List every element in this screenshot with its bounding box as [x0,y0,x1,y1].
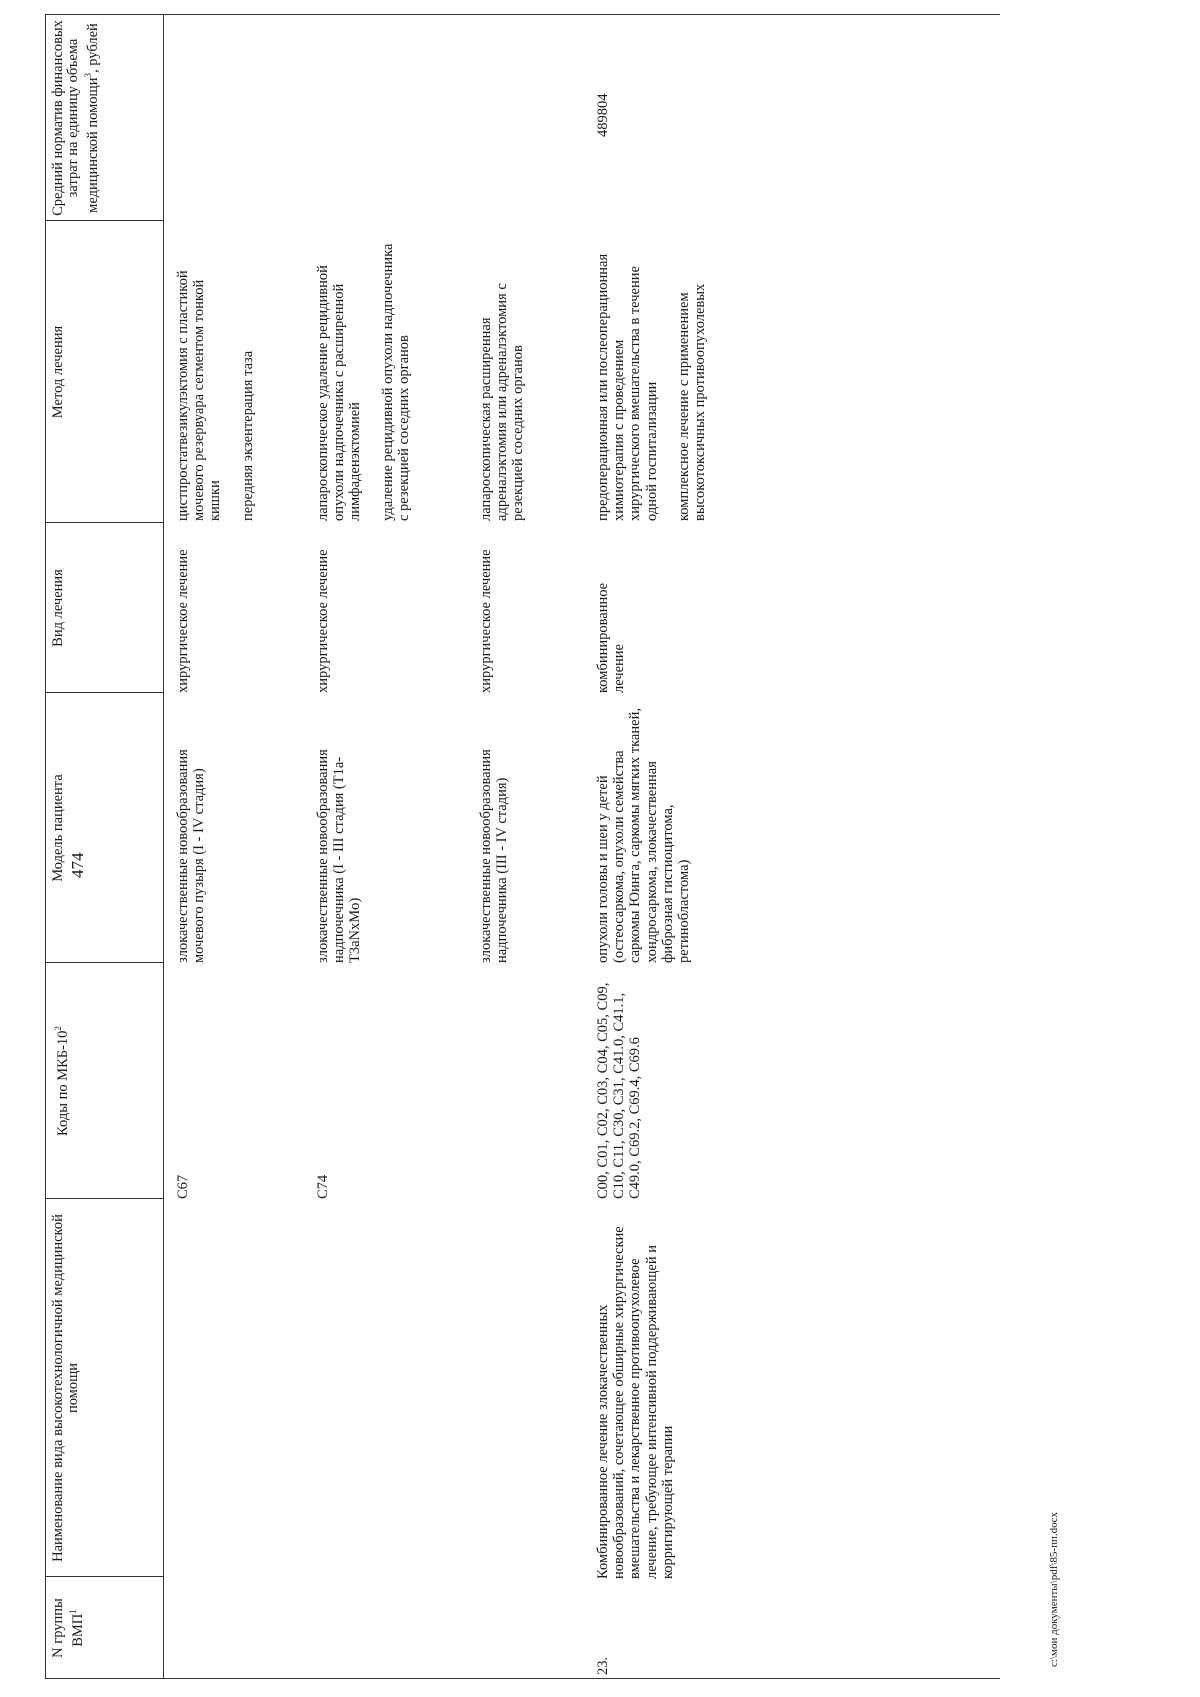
row2-method-1: лапароскопическое удаление рецидивной опухоли надпочечника с расширенной лимфаденэктомией [315,265,364,521]
header-divider [45,1198,163,1199]
row4-methods [595,241,708,521]
row3-method-1: лапароскопическая расширенная адреналэктомия или адреналэктомия с резекцией соседних органов [478,283,527,521]
table-top-border [45,15,46,1679]
row4-model: опухоли головы и шеи у детей (остеосаркома, опухоли семейства саркомы Юинга, саркомы мягких тканей, хондросаркома, злокачественная фиброзная гистиоцитома, ретинобластома) [595,708,693,963]
row3-type: хирургическое лечение [478,549,494,693]
header-cost [45,15,163,221]
row4-name: Комбинированное лечение злокачественных новообразований, сочетающее обширные хирургические вмешательства и лекарственное противоопухолевое лечение, требующее интенсивной поддерживающей и корригирующей терапии [595,1226,676,1579]
row1-method-2: передняя экзентерация таза [239,350,256,521]
header-model: Модель пациента [50,774,66,882]
row4-method-2: комплексное лечение с применением высокотоксичных противоопухолевых [675,283,709,521]
table-header [45,15,163,1679]
header-codes [45,963,163,1199]
header-cost-text: Средний норматив финансовых затрат на единицу объема медицинской помощи [50,20,101,216]
table-left-border [45,1678,1000,1679]
header-bottom-border [163,15,164,1679]
row4-method-1: предоперационная или послеоперационная химиотерапия с проведением хирургического вмешательства в течение одной госпитализации [595,253,660,521]
row1-methods [175,241,256,521]
page-number: 474 [68,852,87,878]
header-type: Вид лечения [50,569,66,647]
row2-model: злокачественные новообразования надпочечника (I - III стадия (T1a-T3aNxMo) [315,749,364,963]
header-divider [45,220,163,221]
row1-method-1: цистпростатвезикулэктомия с пластикой мочевого резервуара сегментом тонкой кишки [175,270,224,521]
header-codes-text: Коды по МКБ-10 [54,1030,71,1136]
row2-methods [315,241,412,521]
header-name: Наименование вида высокотехнологичной медицинской помощи [50,1214,81,1562]
header-group-n [45,1577,163,1679]
row1-codes: C67 [175,1174,191,1199]
row4-codes: C00, C01, C02, C03, C04, C05, C09, C10, C11, C30, C31, C41.0, C41.1, C49.0, C69.2, C69.4, C69.6 [595,982,644,1199]
row1-model: злокачественные новообразования мочевого пузыря (I - IV стадия) [175,749,208,963]
row1-type: хирургическое лечение [175,549,191,693]
row2-codes: C74 [315,1174,331,1199]
header-divider [45,522,163,523]
row2-type: хирургическое лечение [315,549,331,693]
header-codes-sup: 2 [53,1026,63,1031]
header-cost-suffix: , рублей [84,23,101,74]
header-divider [45,962,163,963]
row4-type: комбинированное лечение [595,582,628,693]
header-group-n-text: N группы ВМП [50,1598,86,1658]
header-method: Метод лечения [50,325,66,419]
row3-methods [478,241,527,521]
row4-cost: 489804 [595,93,611,137]
header-group-n-sup: 1 [68,1609,78,1614]
footer-file-path: c:\мои документы\pdf\85-пп.docx [1048,1511,1060,1667]
row2-method-2: удаление рецидивной опухоли надпочечника с резекцией соседних органов [379,243,412,521]
header-cost-sup: 3 [83,73,93,78]
header-divider [45,692,163,693]
table-right-border [45,14,1000,15]
row4-group-n: 23. [595,1656,611,1675]
header-divider [45,1576,163,1577]
row3-model: злокачественные новообразования надпочечника (III - IV стадия) [478,749,511,963]
